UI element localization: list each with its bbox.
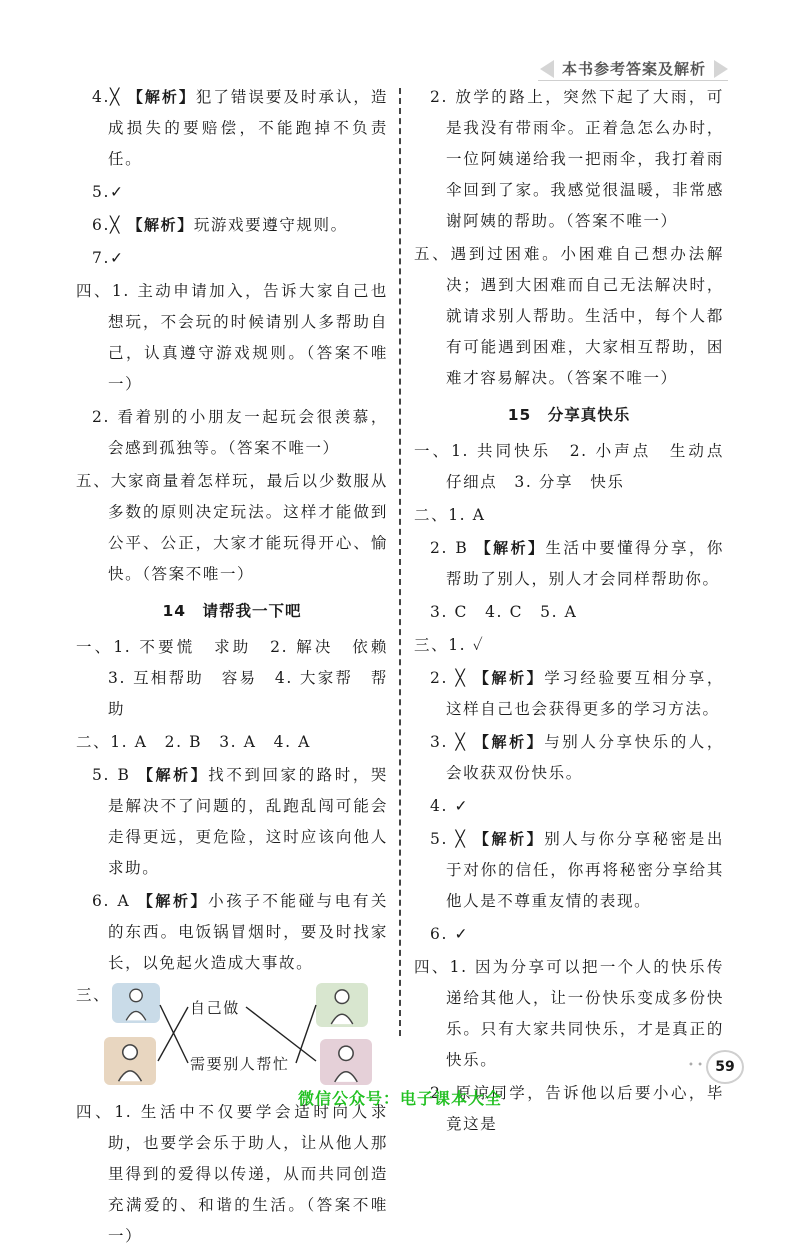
section-answer: 二、1. A 2. B 3. A 4. A	[76, 733, 311, 751]
section-answer: 五、遇到过困难。小困难自己想办法解决；遇到大困难而自己无法解决时，就请求别人帮助。生活中，每个人都有可能遇到困难，大家相互帮助，困难才容易解决。（答案不唯一）	[414, 245, 724, 387]
section-answer: 三、1. ✓	[414, 636, 485, 654]
section-answer: 一、1. 共同快乐 2. 小声点 生动点 仔细点 3. 分享 快乐	[414, 442, 742, 491]
answer-item: 5. B 【解析】找不到回家的路时，哭是解决不了问题的，乱跑乱闯可能会走得更远，更危险，这时应该向他人求助。	[92, 766, 388, 877]
column-divider	[399, 88, 401, 1036]
option-do-it-myself: 自己做	[190, 999, 240, 1017]
answer-item: 2. 原谅同学，告诉他以后要小心，毕竟这是	[430, 1084, 724, 1133]
section-answer: 四、1. 生活中不仅要学会适时向人求助，也要学会乐于助人，让从他人那里得到的爱得以传递，从而共同创造充满爱的、和谐的生活。（答案不唯一）	[76, 1103, 388, 1245]
analysis-tag: 【解析】	[127, 216, 194, 234]
lesson-title: 15 分享真快乐	[507, 406, 631, 424]
triangle-right-icon	[714, 60, 728, 78]
footer-watermark: 微信公众号：电子课本大全	[297, 1089, 502, 1108]
analysis-tag: 【解析】	[473, 830, 545, 848]
answer-item: 3. ╳ 【解析】与别人分享快乐的人，会收获双份快乐。	[430, 733, 724, 782]
section-answer: 四、1. 主动申请加入，告诉大家自己也想玩，不会玩的时候请别人多帮助自己，认真遵守游戏规则。（答案不唯一）	[76, 282, 388, 393]
section-answer: 四、1. 因为分享可以把一个人的快乐传递给其他人，让一份快乐变成多份快乐。只有大家共同快乐，才是真正的快乐。	[414, 958, 724, 1069]
answer-item: 6.╳ 【解析】玩游戏要遵守规则。	[92, 216, 348, 234]
answer-item: 2. ╳ 【解析】学习经验要互相分享，这样自己也会获得更多的学习方法。	[430, 669, 724, 718]
matching-label: 三、	[76, 986, 111, 1004]
line-need-help-to-playing	[296, 1005, 316, 1063]
analysis-tag: 【解析】	[137, 766, 209, 784]
section-answer: 一、1. 不要慌 求助 2. 解决 依赖 3. 互相帮助 容易 4. 大家帮 帮助	[76, 638, 406, 718]
answer-item: 2. B 【解析】生活中要懂得分享，你帮助了别人，别人才会同样帮助你。	[430, 539, 724, 588]
answer-item: 2. 放学的路上，突然下起了大雨，可是我没有带雨伞。正着急怎么办时，一位阿姨递给我一把雨伞，我打着雨伞回到了家。我感觉很温暖，非常感谢阿姨的帮助。（答案不唯一）	[430, 88, 724, 230]
triangle-left-icon	[540, 60, 554, 78]
matching-lines	[76, 983, 388, 1087]
answer-item: 4. ✓	[430, 797, 470, 815]
analysis-tag: 【解析】	[127, 88, 196, 106]
analysis-tag: 【解析】	[473, 733, 545, 751]
answer-item: 3. C 4. C 5. A	[430, 603, 578, 621]
section-answer: 二、1. A	[414, 506, 486, 524]
answer-item: 5. ╳ 【解析】别人与你分享秘密是出于对你的信任，你再将秘密分享给其他人是不尊重友情的表现。	[430, 830, 724, 910]
analysis-tag: 【解析】	[473, 669, 545, 687]
page-number-dots: • •	[688, 1060, 703, 1071]
analysis-tag: 【解析】	[475, 539, 546, 557]
running-header	[540, 58, 728, 79]
answer-item: 6. ✓	[430, 925, 470, 943]
section-answer: 五、大家商量着怎样玩，最后以少数服从多数的原则决定玩法。这样才能做到公平、公正，大家才能玩得开心、愉快。（答案不唯一）	[76, 472, 388, 583]
answer-item: 2. 看着别的小朋友一起玩会很羡慕，会感到孤独等。（答案不唯一）	[92, 408, 388, 457]
header-title: 本书参考答案及解析	[561, 60, 706, 78]
answer-item: 5.✓	[92, 183, 125, 201]
option-need-help: 需要别人帮忙	[190, 1055, 290, 1073]
answer-item: 4.╳ 【解析】犯了错误要及时承认，造成损失的要赔偿，不能跑掉不负责任。	[92, 88, 388, 168]
matching-exercise	[76, 983, 388, 1087]
answer-item: 6. A 【解析】小孩子不能碰与电有关的东西。电饭锅冒烟时，要及时找家长，以免起火造成大事故。	[92, 892, 388, 972]
lesson-title: 14 请帮我一下吧	[162, 602, 302, 620]
answer-item: 7.✓	[92, 249, 125, 267]
header-rule	[538, 80, 728, 81]
page-number: 59	[706, 1050, 744, 1084]
analysis-tag: 【解析】	[137, 892, 209, 910]
